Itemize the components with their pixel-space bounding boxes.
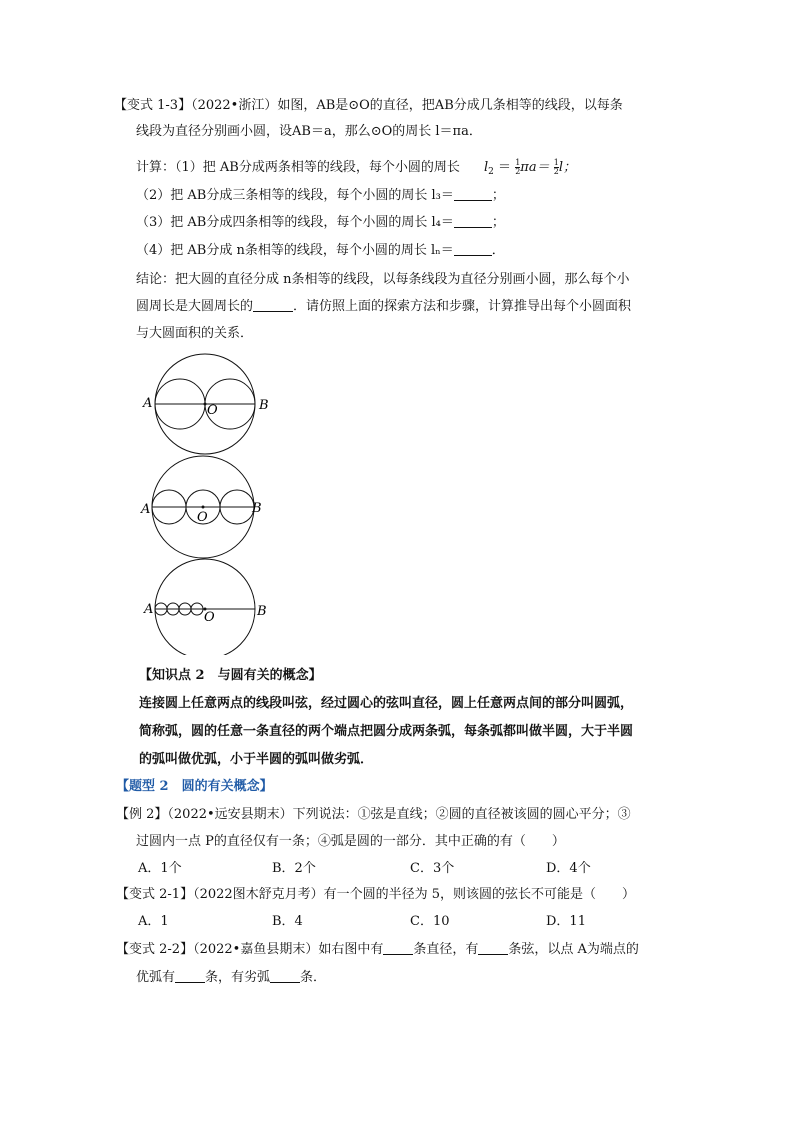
label-a: A (144, 602, 154, 617)
variant-2-1-line-1: 【变式 2-1】（2022图木舒克月考）有一个圆的半径为 5，则该圆的弦长不可能是（ ） (116, 887, 636, 902)
answer-blank (454, 241, 492, 256)
variant-2-1-option-c: C．10 (410, 914, 450, 929)
label-a: A (143, 396, 153, 411)
knowledge-point-line-1: 连接圆上任意两点的线段叫弦，经过圆心的弦叫直径，圆上任意两点间的部分叫圆弧， (139, 696, 634, 711)
variant-2-1-option-d: D．11 (546, 914, 586, 929)
conclusion-line-1: 结论：把大圆的直径分成 n条相等的线段，以每条线段为直径分别画小圆，那么每个小 (136, 272, 630, 287)
calc-1: 计算：（1）把 AB分成两条相等的线段，每个小圆的周长 $l_2$ ＝ $\frac{1}{2}$ πa＝ $\frac{1}{2}$ l； (136, 158, 576, 177)
figure-four-circles (143, 559, 267, 655)
conclusion-line-3: 与大圆面积的关系． (136, 326, 254, 341)
variant-1-3-line-1: 【变式 1-3】（2022•浙江）如图，AB是⊙O的直径，把AB分成几条相等的线段，以每条 (114, 98, 623, 113)
answer-blank (478, 940, 508, 955)
circle-figures (130, 345, 290, 655)
variant-2-2-line-1: 【变式 2-2】（2022•嘉鱼县期末）如右图中有 条直径，有 条弦，以点 A为端点的 (116, 942, 639, 957)
answer-blank (454, 213, 492, 228)
example-2-option-c: C．3个 (410, 861, 455, 876)
example-2-line-2: 过圆内一点 P的直径仅有一条；④弧是圆的一部分．其中正确的有（ ） (136, 834, 565, 849)
conclusion-line-2: 圆周长是大圆周长的 ．请仿照上面的探索方法和步骤，计算推导出每个小圆面积 (136, 299, 632, 314)
variant-2-1-option-b: B．4 (272, 914, 303, 929)
variant-2-2-line-2: 优弧有 条，有劣弧 条． (136, 970, 327, 985)
label-b: B (257, 604, 267, 619)
variant-2-1-option-a: A．1 (138, 914, 169, 929)
figure-three-circles (140, 456, 262, 558)
label-o: O (204, 610, 215, 625)
question-type-title: 【题型 2 圆的有关概念】 (116, 779, 273, 794)
example-2-line-1: 【例 2】（2022•远安县期末）下列说法：①弦是直线；②圆的直径被该圆的圆心平分；③ (116, 807, 631, 822)
calc-4: （4）把 AB分成 n条相等的线段，每个小圆的周长 lₙ＝ ． (136, 243, 505, 258)
label-o: O (197, 510, 208, 525)
knowledge-point-line-3: 的弧叫做优弧，小于半圆的弧叫做劣弧． (139, 752, 374, 767)
example-2-option-a: A．1个 (138, 861, 182, 876)
label-o: O (207, 403, 218, 418)
knowledge-point-line-2: 简称弧，圆的任意一条直径的两个端点把圆分成两条弧，每条弧都叫做半圆，大于半圆 (139, 724, 634, 739)
answer-blank (270, 968, 300, 983)
calc-1-formula: $l_2$ ＝ $\frac{1}{2}$ πa＝ $\frac{1}{2}$ l； (484, 158, 576, 177)
calc-3: （3）把 AB分成四条相等的线段，每个小圆的周长 l₄＝ ； (136, 215, 505, 230)
label-b: B (259, 398, 269, 413)
variant-1-3-line-2: 线段为直径分别画小圆，设AB＝a，那么⊙O的周长 l＝πa． (136, 124, 482, 139)
answer-blank (253, 297, 293, 312)
answer-blank (454, 186, 492, 201)
knowledge-point-title: 【知识点 2 与圆有关的概念】 (139, 668, 322, 683)
answer-blank (383, 940, 413, 955)
label-a: A (141, 502, 151, 517)
example-2-option-d: D．4个 (546, 861, 591, 876)
figure-two-circles (142, 354, 269, 454)
answer-blank (175, 968, 205, 983)
calc-2: （2）把 AB分成三条相等的线段，每个小圆的周长 l₃＝ ； (136, 188, 505, 203)
example-2-option-b: B．2个 (272, 861, 316, 876)
label-b: B (252, 501, 262, 516)
